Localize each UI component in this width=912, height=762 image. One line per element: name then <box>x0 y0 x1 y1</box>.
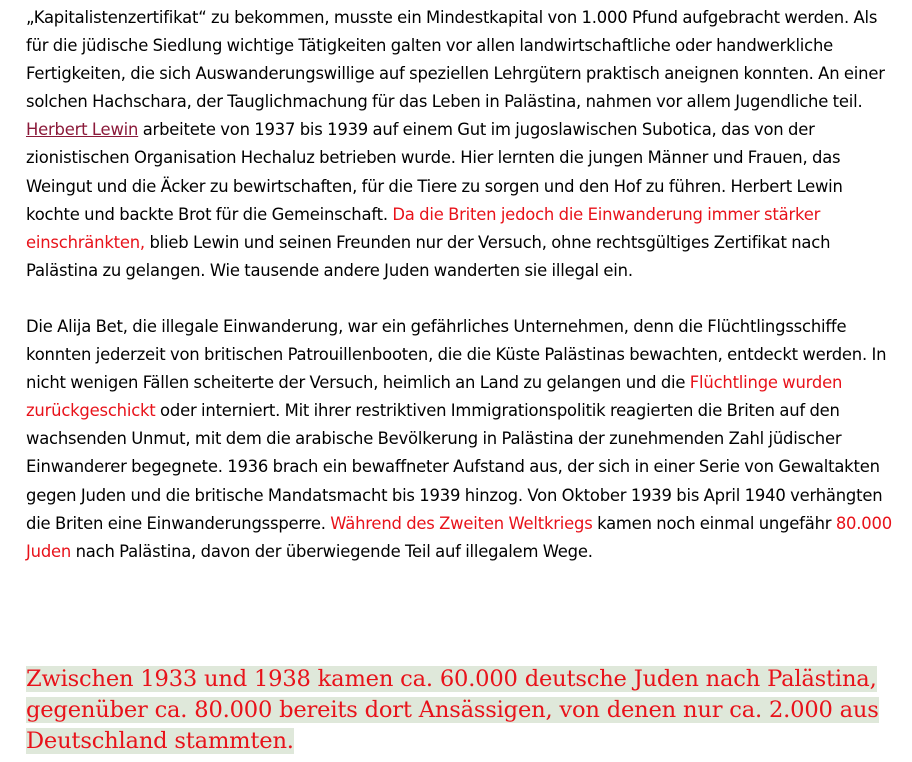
highlighted-note-text: Zwischen 1933 und 1938 kamen ca. 60.000 deutsche Juden nach Palästina, gegenüber ca. 80.000 bereits dort Ansässigen, von denen nur ca. 2.000 aus Deutschland stammten. <box>26 666 879 754</box>
red-emphasis: Da die Briten jedoch die Einwanderung immer stärker einschränkten, <box>26 204 821 252</box>
herbert-lewin-link[interactable]: Herbert Lewin <box>26 120 139 140</box>
red-emphasis: Während des Zweiten Weltkriegs <box>330 513 593 533</box>
highlighted-note <box>26 664 894 757</box>
red-emphasis: Flüchtlinge wurden zurückgeschickt <box>26 373 843 421</box>
paragraph-text: nach Palästina, davon der überwiegende Teil auf illegalem Wege. <box>71 541 593 561</box>
paragraph-text: oder interniert. Mit ihrer restriktiven Immigrationspolitik reagierten die Briten auf den wachsenden Unmut, mit dem die arabische Bevölkerung in Palästina der zunehmenden Zahl jüdischer Einwanderer begegnete. 1936 brach ein bewaffneter Aufstand aus, der sich in einer Serie von Gewaltakten gegen Juden und die britische Mandatsmacht bis 1939 hinzog. Von Oktober 1939 bis April 1940 verhängten die Briten eine Einwanderungssperre. <box>26 401 883 533</box>
red-emphasis: 80.000 Juden <box>26 513 892 561</box>
paragraph-hachschara <box>26 4 896 285</box>
document-body <box>26 4 896 566</box>
paragraph-text: Die Alija Bet, die illegale Einwanderung, war ein gefährliches Unternehmen, denn die Flüchtlingsschiffe konnten jederzeit von britischen Patrouillenbooten, die die Küste Palästinas bewachten, entdeckt werden. In nicht wenigen Fällen scheiterte der Versuch, heimlich an Land zu gelangen und die <box>26 316 887 393</box>
paragraph-text: blieb Lewin und seinen Freunden nur der Versuch, ohne rechtsgültiges Zertifikat nach Palästina zu gelangen. Wie tausende andere Juden wanderten sie illegal ein. <box>26 232 831 280</box>
paragraph-text: kamen noch einmal ungefähr <box>592 513 836 533</box>
paragraph-text: arbeitete von 1937 bis 1939 auf einem Gut im jugoslawischen Subotica, das von der zionistischen Organisation Hechaluz betrieben wurde. Hier lernten die jungen Männer und Frauen, das Weingut und die Äcker zu bewirtschaften, für die Tiere zu sorgen und den Hof zu führen. Herbert Lewin kochte und backte Brot für die Gemeinschaft. <box>26 120 843 224</box>
paragraph-alija-bet <box>26 313 896 566</box>
paragraph-text: „Kapitalistenzertifikat“ zu bekommen, musste ein Mindestkapital von 1.000 Pfund aufgebracht werden. Als für die jüdische Siedlung wichtige Tätigkeiten galten vor allen landwirtschaftliche oder handwerkliche Fertigkeiten, die sich Auswanderungswillige auf speziellen Lehrgütern praktisch aneignen konnten. An einer solchen Hachschara, der Tauglichmachung für das Leben in Palästina, nahmen vor allem Jugendliche teil. <box>26 8 885 112</box>
